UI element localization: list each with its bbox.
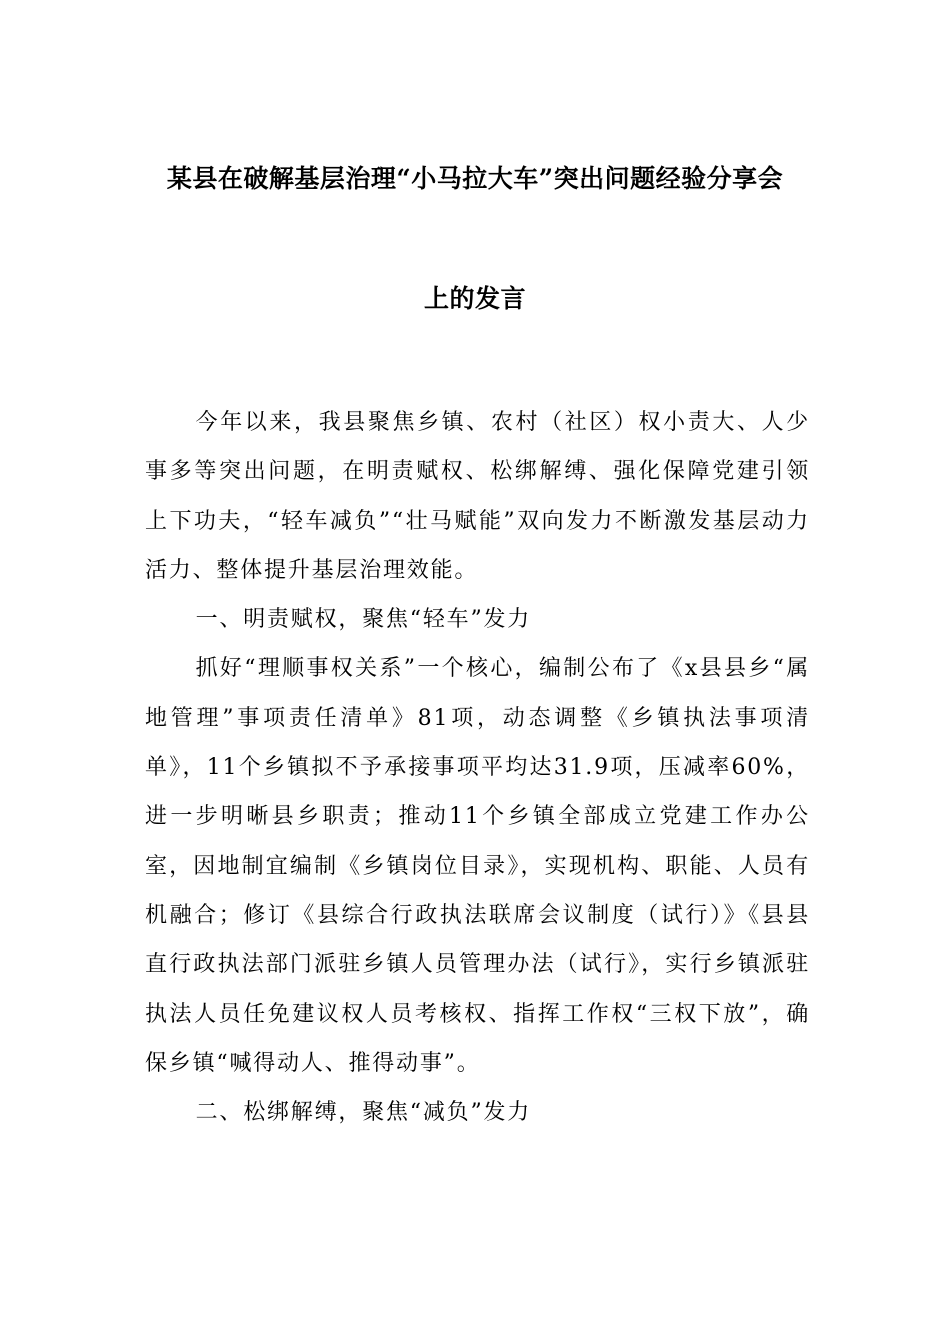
paragraph-intro: 今年以来，我县聚焦乡镇、农村（社区）权小责大、人少事多等突出问题，在明责赋权、松绑解缚、强化保障党建引领上下功夫，“轻车减负”“壮马赋能”双向发力不断激发基层动力活力、整体提升基层治理效能。 <box>145 410 810 583</box>
paragraph-section-1: 抓好“理顺事权关系”一个核心，编制公布了《x县县乡“属地管理”事项责任清单》81项，动态调整《乡镇执法事项清单》，11个乡镇拟不予承接事项平均达31.9项，压减率60%，进一步明晰县乡职责；推动11个乡镇全部成立党建工作办公室，因地制宜编制《乡镇岗位目录》，实现机构、职能、人员有机融合；修订《县综合行政执法联席会议制度（试行）》《县县直行政执法部门派驻乡镇人员管理办法（试行》，实行乡镇派驻执法人员任免建议权人员考核权、指挥工作权“三权下放”，确保乡镇“喊得动人、推得动事”。 <box>145 656 810 1076</box>
section-heading-1: 一、明责赋权，聚焦“轻车”发力 <box>195 607 532 633</box>
section-heading-2: 二、松绑解缚，聚焦“减负”发力 <box>195 1100 532 1126</box>
document-title-line-1: 某县在破解基层治理“小马拉大车”突出问题经验分享会 <box>166 164 784 193</box>
document-title-line-2: 上的发言 <box>423 284 526 313</box>
document-body <box>145 398 810 1137</box>
